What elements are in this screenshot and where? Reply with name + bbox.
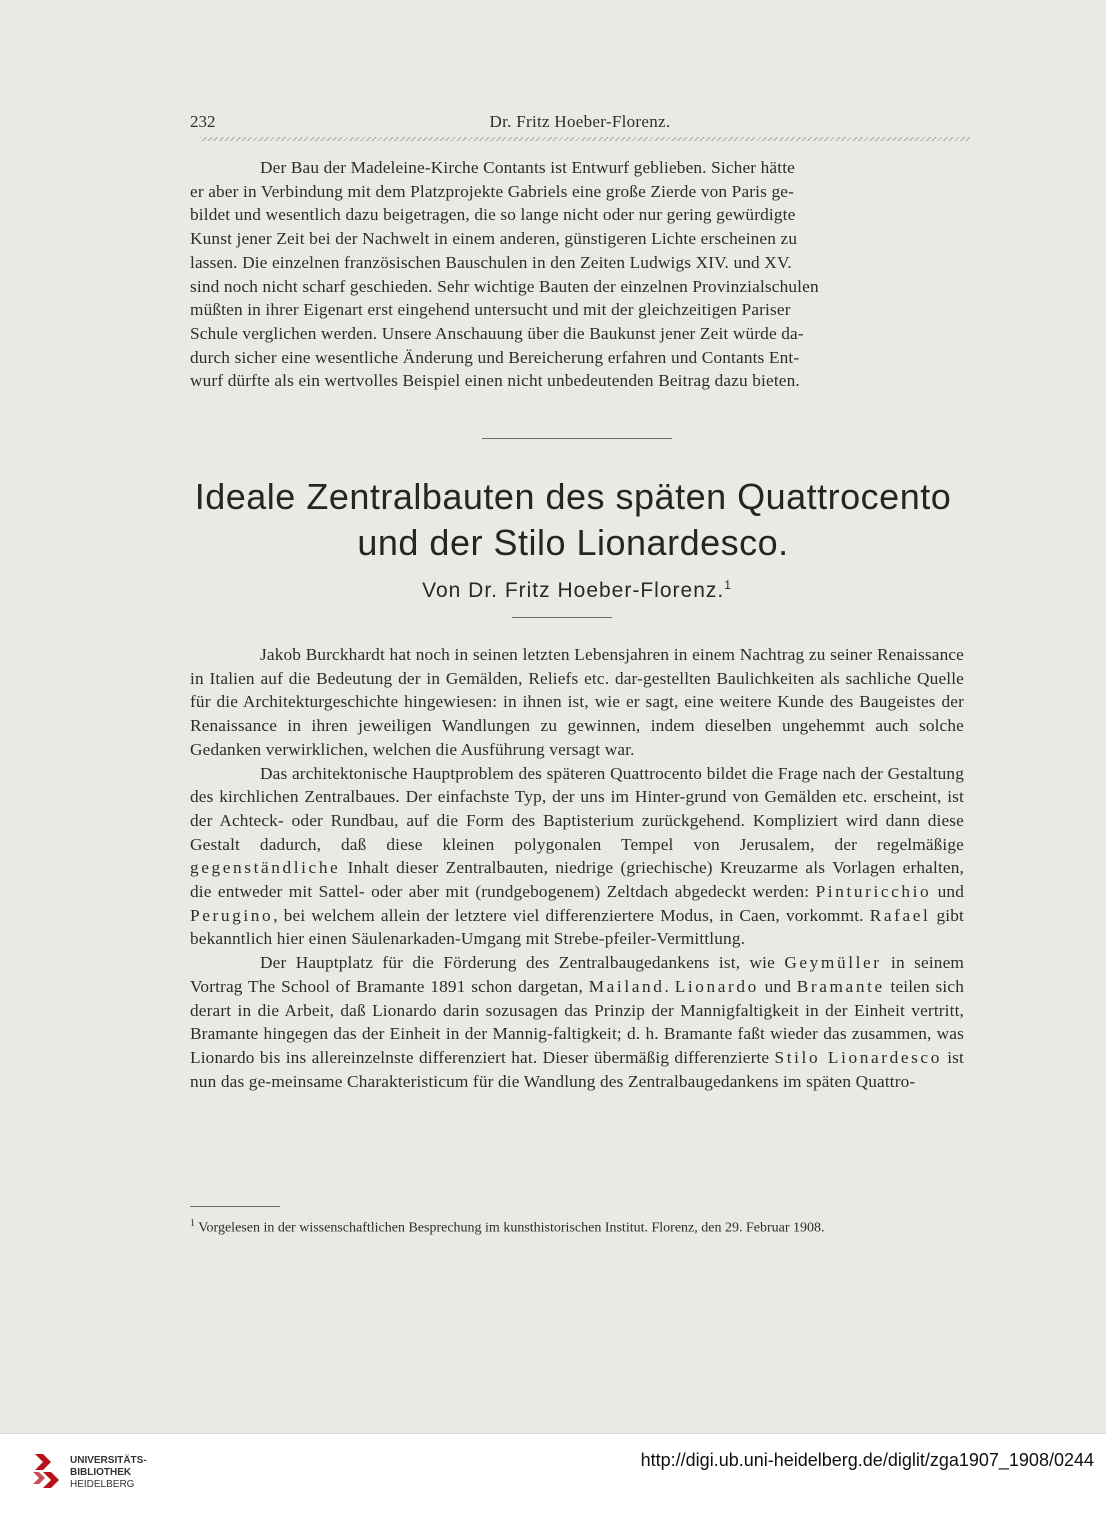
article-author — [190, 578, 964, 603]
text-run: , bei welchem allein der letztere viel differenziertere Modus, in Caen, vorkommt. — [273, 905, 870, 925]
text-line: lassen. Die einzelnen französischen Bauschulen in den Zeiten Ludwigs XIV. und XV. — [190, 252, 792, 272]
paragraph: Jakob Burckhardt hat noch in seinen letzten Lebensjahren in einem Nachtrag zu seiner Renaissance in Italien auf die Bedeutung der in Gemälden, Reliefs etc. dar-gestellten Baulichkeiten als sachliche Quelle für die Architekturgeschichte hingewiesen: in ihnen ist, wie er sagt, eine weitere Kunde des Baugeistes der Renaissance in ihren jeweiligen Wandlungen zu gewinnen, indem dieselben ungehemmt auch solche Gedanken verwirklichen, welchen die Ausführung versagt war. — [190, 645, 964, 759]
emphasized-text: Perugino — [190, 905, 274, 925]
text-line: er aber in Verbindung mit dem Platzprojekte Gabriels eine große Zierde von Paris ge- — [190, 181, 794, 201]
text-run: und — [931, 882, 965, 902]
text-line: sind noch nicht scharf geschieden. Sehr wichtige Bauten der einzelnen Provinzialschulen — [190, 276, 819, 296]
text-run: teilen sich derart in die Arbeit, daß Lionardo darin sozusagen das Prinzip der Mannigfaltigkeit in der Einheit vertritt, Bramante hingegen das der Einheit in der Mannig-faltigkeit; d. h. Bramante faßt wieder das zusammen, was Lionardo bis ins allereinzelnste differenziert hat. Dieser übermäßig differenzierte — [190, 976, 964, 1067]
author-name: Von Dr. Fritz Hoeber-Florenz. — [422, 579, 725, 602]
footnote-mark: 1 — [190, 1218, 195, 1229]
text-run: ist nun das ge-meinsame Charakteristicum für die Wandlung des Zentralbaugedankens im späten Quattro- — [190, 1047, 964, 1091]
text-run: Das architektonische Hauptproblem des späteren Quattrocento bildet die Frage nach der Gestaltung des kirchlichen Zentralbaues. Der einfachste Typ, der uns im Hinter-grund von Gemälden etc. erscheint, ist der Achteck- oder Rundbau, auf die Form des Baptisterium zurückgehend. Kompliziert wird dann diese Gestalt dadurch, daß diese kleinen polygonalen Tempel von Jerusalem, der regelmäßige — [190, 763, 964, 854]
paragraph — [190, 762, 964, 952]
page-number: 232 — [190, 112, 216, 131]
emphasized-text: Lionardo — [674, 976, 759, 996]
text-run: . — [664, 976, 675, 996]
viewer-footer — [0, 1433, 1106, 1514]
text-line: Kunst jener Zeit bei der Nachwelt in einem anderen, günstigeren Lichte erscheinen zu — [190, 229, 798, 249]
paragraph — [190, 951, 964, 1093]
library-arrows-icon — [33, 1448, 63, 1494]
emphasized-text: Geymüller — [784, 953, 882, 973]
emphasized-text: Rafael — [869, 905, 931, 925]
emphasized-text: Bramante — [796, 976, 885, 996]
running-head: Dr. Fritz Hoeber-Florenz. — [489, 112, 671, 131]
emphasized-text: Stilo Lionardesco — [774, 1047, 942, 1067]
text-line: durch sicher eine wesentliche Änderung und Bereicherung erfahren und Contants Ent- — [190, 347, 800, 367]
emphasized-text: Pinturicchio — [815, 882, 932, 902]
library-name-line: HEIDELBERG — [70, 1479, 135, 1490]
previous-article-conclusion — [190, 156, 964, 393]
header-wavy-rule — [200, 137, 970, 141]
footnote-rule — [190, 1206, 280, 1207]
footnote-text: Vorgelesen in der wissenschaftlichen Besprechung im kunsthistorischen Institut. Florenz, den 29. Februar 1908. — [198, 1220, 825, 1236]
text-run: und — [758, 976, 797, 996]
article-body — [190, 643, 964, 1093]
article-title — [150, 474, 996, 566]
text-line: wurf dürfte als ein wertvolles Beispiel einen nicht unbedeutenden Beitrag dazu bieten. — [190, 371, 800, 391]
article-title-line-2: und der Stilo Lionardesco. — [357, 522, 789, 563]
text-line: bildet und wesentlich dazu beigetragen, die so lange nicht oder nur gering gewürdigte — [190, 205, 796, 225]
emphasized-text: gegenständliche — [190, 858, 341, 878]
permalink-url[interactable]: http://digi.ub.uni-heidelberg.de/diglit/zga1907_1908/0244 — [640, 1450, 1094, 1470]
text-line: Der Bau der Madeleine-Kirche Contants ist Entwurf geblieben. Sicher hätte — [260, 158, 795, 177]
footnote — [190, 1214, 964, 1238]
text-line: Schule verglichen werden. Unsere Anschauung über die Baukunst jener Zeit würde da- — [190, 323, 804, 343]
library-name-line: UNIVERSITÄTS- — [70, 1455, 147, 1466]
text-run: in seinem Vortrag The School of Bramante 1891 schon dargetan, — [190, 953, 964, 996]
article-title-line-1: Ideale Zentralbauten des späten Quattrocento — [194, 476, 952, 517]
author-divider — [512, 617, 612, 618]
text-line: müßten in ihrer Eigenart erst eingehend untersucht und mit der gleichzeitigen Pariser — [190, 300, 791, 320]
text-run: Der Hauptplatz für die Förderung des Zentralbaugedankens ist, wie — [260, 953, 785, 973]
emphasized-text: Mailand — [588, 976, 665, 996]
footnote-reference: 1 — [724, 578, 732, 592]
text-run: Inhalt dieser Zentralbauten, niedrige (griechische) Kreuzarme als Vorlagen erhalten, die entweder mit Sattel- oder aber mit (rundgebogenem) Zeltdach abgedeckt werden: — [190, 858, 964, 902]
text-run: gibt bekanntlich hier einen Säulenarkaden-Umgang mit Strebe-pfeiler-Vermittlung. — [190, 905, 964, 949]
page-header — [190, 112, 970, 136]
library-name-line: BIBLIOTHEK — [70, 1467, 132, 1478]
section-divider — [482, 438, 672, 439]
library-name[interactable] — [70, 1455, 147, 1491]
